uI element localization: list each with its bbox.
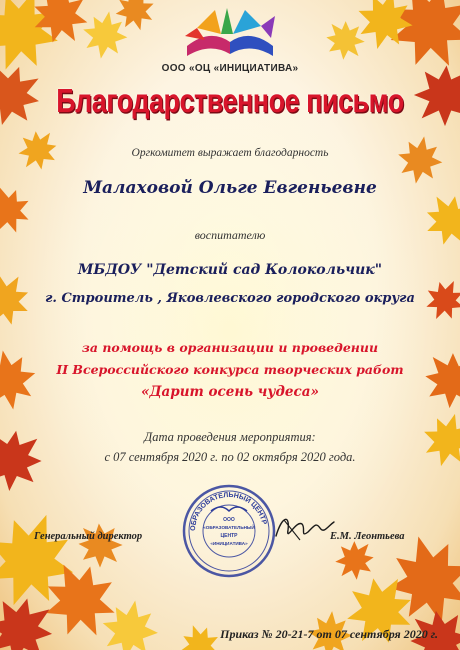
institution-name: МБДОУ "Детский сад Колокольчик" [77,262,383,278]
seal-arc-text: ОБРАЗОВАТЕЛЬНЫЙ ЦЕНТР [189,491,268,532]
reason-line-1: за помощь в организации и проведении [81,340,379,355]
organization-name: ООО «ОЦ «ИНИЦИАТИВА» [161,63,299,74]
date-label: Дата проведения мероприятия: [144,430,316,444]
director-name: Е.М. Леонтьева [330,531,405,542]
director-title: Генеральный директор [34,531,143,542]
date-range: с 07 сентября 2020 г. по 02 октября 2020 года. [104,450,356,464]
recipient-position: воспитателю [194,228,266,242]
contest-name: «Дарит осень чудеса» [141,384,319,400]
order-number: Приказ № 20-21-7 от 07 сентября 2020 г. [220,627,438,641]
organization-seal [181,483,277,579]
subtitle: Оргкомитет выражает благодарность [131,147,329,159]
seal-center-line-2: «ОБРАЗОВАТЕЛЬНЫЙ [203,525,255,530]
reason-line-2: II Всероссийского конкурса творческих работ [56,362,404,377]
institution-city: г. Строитель , Яковлевского городского округа [45,291,415,306]
recipient-name: Малаховой Ольге Евгеньевне [83,178,377,198]
document-title: Благодарственное письмо [56,82,404,120]
seal-center-line-3: ЦЕНТР [220,533,238,539]
seal-center-line-1: ООО [223,517,235,523]
seal-center-line-4: «ИНИЦИАТИВА» [210,541,248,546]
